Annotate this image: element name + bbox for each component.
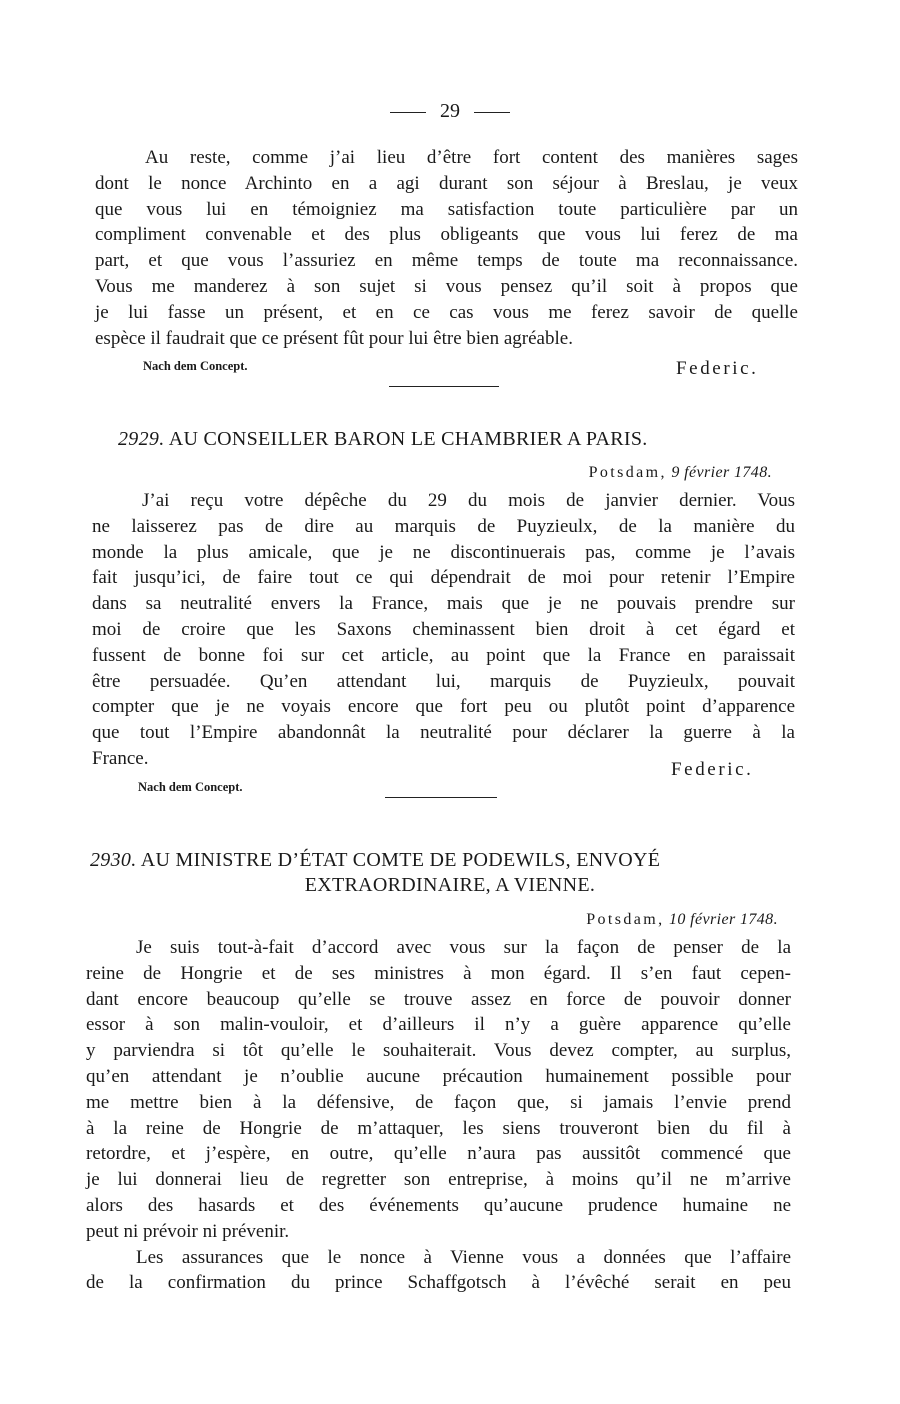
header-dash-right <box>474 112 510 113</box>
body-line: à la reine de Hongrie de m’attaquer, les siens trouveront bien du fil à <box>86 1117 791 1139</box>
signature: Federic. <box>671 759 754 780</box>
body-line: je lui fasse un présent, et en ce cas vous me ferez savoir de quelle <box>95 301 798 323</box>
letter-number: 2930. <box>90 849 137 871</box>
body-line: part, et que vous l’assuriez en même temps de toute ma reconnaissance. <box>95 250 798 272</box>
body-line: Je suis tout-à-fait d’accord avec vous sur la façon de penser de la <box>136 937 791 958</box>
letter-heading-line2 <box>0 874 900 897</box>
letter-body <box>92 488 795 772</box>
body-line: compter que je ne voyais encore que fort peu ou plutôt point d’apparence <box>92 696 795 718</box>
body-line: peut ni prévoir ni prévenir. <box>86 1220 290 1242</box>
body-line: que vous lui en témoigniez ma satisfaction toute particulière par un <box>95 198 798 220</box>
body-line: dant encore beaucoup qu’elle se trouve assez en force de pouvoir donner <box>86 988 791 1010</box>
letter-continuation-body <box>95 145 798 351</box>
body-line: monde la plus amicale, que je ne discontinuerais pas, comme je l’avais <box>92 541 795 563</box>
source-note: Nach dem Concept. <box>143 359 248 373</box>
header-dash-left <box>390 112 426 113</box>
body-line: dans sa neutralité envers la France, mais que je ne pouvais prendre sur <box>92 593 795 615</box>
dateline-date: 10 février 1748. <box>668 911 778 928</box>
body-line: France. <box>92 747 149 769</box>
dateline-place: Potsdam, <box>588 464 667 481</box>
letter-title-line2: EXTRAORDINAIRE, A VIENNE. <box>304 874 596 896</box>
dateline-date: 9 février 1748. <box>671 464 772 481</box>
page-header <box>0 100 900 123</box>
page-number: 29 <box>440 100 460 122</box>
body-line: qu’en attendant je n’oublie aucune précaution humainement possible pour <box>86 1065 791 1087</box>
body-line: compliment convenable et des plus obligeants que vous lui ferez de ma <box>95 224 798 246</box>
letter-number: 2929. <box>118 428 165 450</box>
dateline <box>586 911 778 929</box>
body-line: fait jusqu’ici, de faire tout ce qui dépendrait de moi pour retenir l’Empire <box>92 567 795 589</box>
body-line: Au reste, comme j’ai lieu d’être fort content des manières sages <box>145 147 798 168</box>
letter-title-line1: AU MINISTRE D’ÉTAT COMTE DE PODEWILS, ENVOYÉ <box>140 849 661 871</box>
source-note: Nach dem Concept. <box>138 780 243 794</box>
body-line: Vous me manderez à son sujet si vous pensez qu’il soit à propos que <box>95 275 798 297</box>
body-line: que tout l’Empire abandonnât la neutralité pour déclarer la guerre à la <box>92 722 795 744</box>
letter-body <box>86 935 791 1296</box>
dateline-place: Potsdam, <box>586 911 665 928</box>
body-line: de la confirmation du prince Schaffgotsch à l’évêché serait en peu <box>86 1272 791 1294</box>
body-line: dont le nonce Archinto en a agi durant son séjour à Breslau, je veux <box>95 172 798 194</box>
letter-title: AU CONSEILLER BARON LE CHAMBRIER A PARIS. <box>168 428 648 450</box>
body-line: fussent de bonne foi sur cet article, au point que la France en paraissait <box>92 644 795 666</box>
body-line: reine de Hongrie et de ses ministres à mon égard. Il s’en faut cepen- <box>86 962 791 984</box>
body-line: ne laisserez pas de dire au marquis de Puyzieulx, de la manière du <box>92 515 795 537</box>
section-rule <box>389 386 499 387</box>
body-line: y parviendra si tôt qu’elle le souhaiterait. Vous devez compter, au surplus, <box>86 1040 791 1062</box>
letter-heading <box>118 428 648 451</box>
section-rule <box>385 797 497 798</box>
body-line: me mettre bien à la défensive, de façon que, si jamais l’envie prend <box>86 1091 791 1113</box>
body-line: alors des hasards et des événements qu’aucune prudence humaine ne <box>86 1194 791 1216</box>
body-line: je lui donnerai lieu de regretter son entreprise, à moins qu’il ne m’arrive <box>86 1169 791 1191</box>
body-line: être persuadée. Qu’en attendant lui, marquis de Puyzieulx, pouvait <box>92 670 795 692</box>
body-line: Les assurances que le nonce à Vienne vous a données que l’affaire <box>136 1246 791 1268</box>
letter-heading <box>90 849 660 872</box>
body-line: retordre, et j’espère, en outre, qu’elle n’aura pas aussitôt commencé que <box>86 1143 791 1165</box>
body-line: J’ai reçu votre dépêche du 29 du mois de janvier dernier. Vous <box>142 490 795 511</box>
body-line: moi de croire que les Saxons cheminassent bien droit à cet égard et <box>92 618 795 640</box>
signature: Federic. <box>676 358 759 379</box>
body-line: essor à son malin-vouloir, et d’ailleurs il n’y a guère apparence qu’elle <box>86 1014 791 1036</box>
body-line: espèce il faudrait que ce présent fût pour lui être bien agréable. <box>95 327 573 349</box>
dateline <box>589 464 772 482</box>
